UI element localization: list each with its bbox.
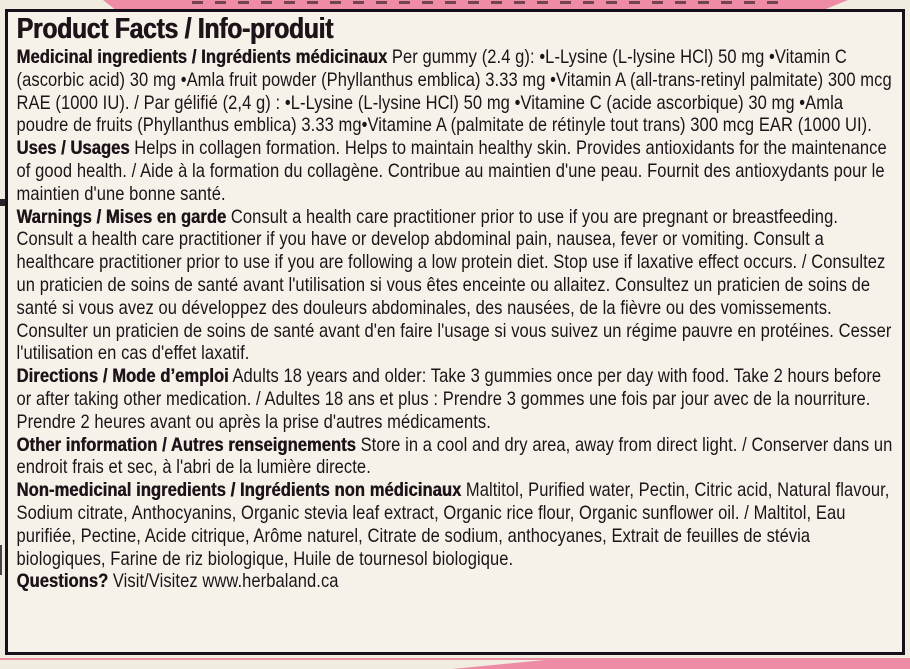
section-heading: Other information / Autres renseignements bbox=[16, 433, 356, 456]
section-non-medicinal-ingredients bbox=[17, 479, 899, 570]
panel-title: Product Facts / Info-produit bbox=[16, 13, 333, 45]
section-warnings bbox=[17, 206, 899, 366]
section-heading: Uses / Usages bbox=[16, 137, 130, 160]
section-medicinal-ingredients bbox=[17, 46, 899, 137]
section-heading: Medicinal ingredients / Ingrédients médicinaux bbox=[16, 46, 388, 68]
section-body: Store in a cool and dry area, away from direct light. / Conserver dans un endroit frais et sec, à l'abri de la lumière directe. bbox=[16, 433, 893, 479]
section-heading: Non-medicinal ingredients / Ingrédients non médicinaux bbox=[16, 479, 462, 502]
cutoff-text-marks bbox=[192, 1, 778, 4]
product-facts-panel bbox=[5, 9, 905, 655]
section-other-information bbox=[17, 434, 899, 480]
section-body: Helps in collagen formation. Helps to maintain healthy skin. Provides antioxidants for the maintenance of good health. / Aide à la formation du collagène. Contribue au maintien d'une peau. Fournit des antioxydants pour le maintien d'une bonne santé. bbox=[16, 137, 887, 205]
section-uses bbox=[17, 137, 899, 205]
panel-content bbox=[8, 12, 902, 593]
section-heading: Directions / Mode d’emploi bbox=[16, 365, 229, 388]
questions-label: Questions? bbox=[16, 570, 109, 593]
section-body: Adults 18 years and older: Take 3 gummies once per day with food. Take 2 hours before or after taking other medication. / Adultes 18 ans et plus : Prendre 3 gommes une fois par jour avec de la nourriture. Prendre 2 heures avant ou après la prise d'autres médicaments. bbox=[16, 365, 882, 433]
section-body: Maltitol, Purified water, Pectin, Citric acid, Natural flavour, Sodium citrate, Anthocyanins, Organic stevia leaf extract, Organic rice flour, Organic sunflower oil. / Maltitol, Eau purifiée, Pectine, Acide citrique, Arôme naturel, Citrate de sodium, anthocyanes, Extrait de feuilles de stévia biologiques, Farine de riz biologique, Huile de tournesol biologique. bbox=[16, 479, 890, 570]
questions-line bbox=[17, 570, 899, 593]
section-heading: Warnings / Mises en garde bbox=[16, 205, 227, 228]
section-body: Per gummy (2.4 g): •L-Lysine (L-lysine HCl) 50 mg •Vitamin C (ascorbic acid) 30 mg •Amla fruit powder (Phyllanthus emblica) 3.33 mg •Vitamin A (all-trans-retinyl palmitate) 300 mcg RAE (1000 IU). / Par gélifié (2,4 g) : •L-Lysine (L-lysine HCl) 50 mg •Vitamine C (acide ascorbique) 30 mg •Amla poudre de fruits (Phyllanthus emblica) 3.33 mg•Vitamine A (palmitate de rétinyle tout trans) 300 mcg EAR (1000 UI). bbox=[16, 46, 892, 137]
bottom-cream-wedge bbox=[0, 660, 545, 669]
website-text: Visit/Visitez www.herbaland.ca bbox=[112, 570, 339, 593]
registration-mark bbox=[0, 545, 2, 575]
section-directions bbox=[17, 365, 899, 433]
section-body: Consult a health care practitioner prior to use if you are pregnant or breastfeeding. Consult a health care practitioner if you have or develop abdominal pain, nausea, fever or vomiting. Consult a healthcare practitioner prior to use if you are following a low protein diet. Stop use if laxative effect occurs. / Consultez un praticien de soins de santé avant l'utilisation si vous êtes enceinte ou allaitez. Consultez un praticien de soins de santé si vous avez ou développez des douleurs abdominales, des nausées, de la fièvre ou des vomissements. Consulter un praticien de soins de santé avant d'en faire l'usage si vous suivez un régime pauvre en protéines. Cesser l'utilisation en cas d'effet laxatif. bbox=[16, 205, 892, 365]
